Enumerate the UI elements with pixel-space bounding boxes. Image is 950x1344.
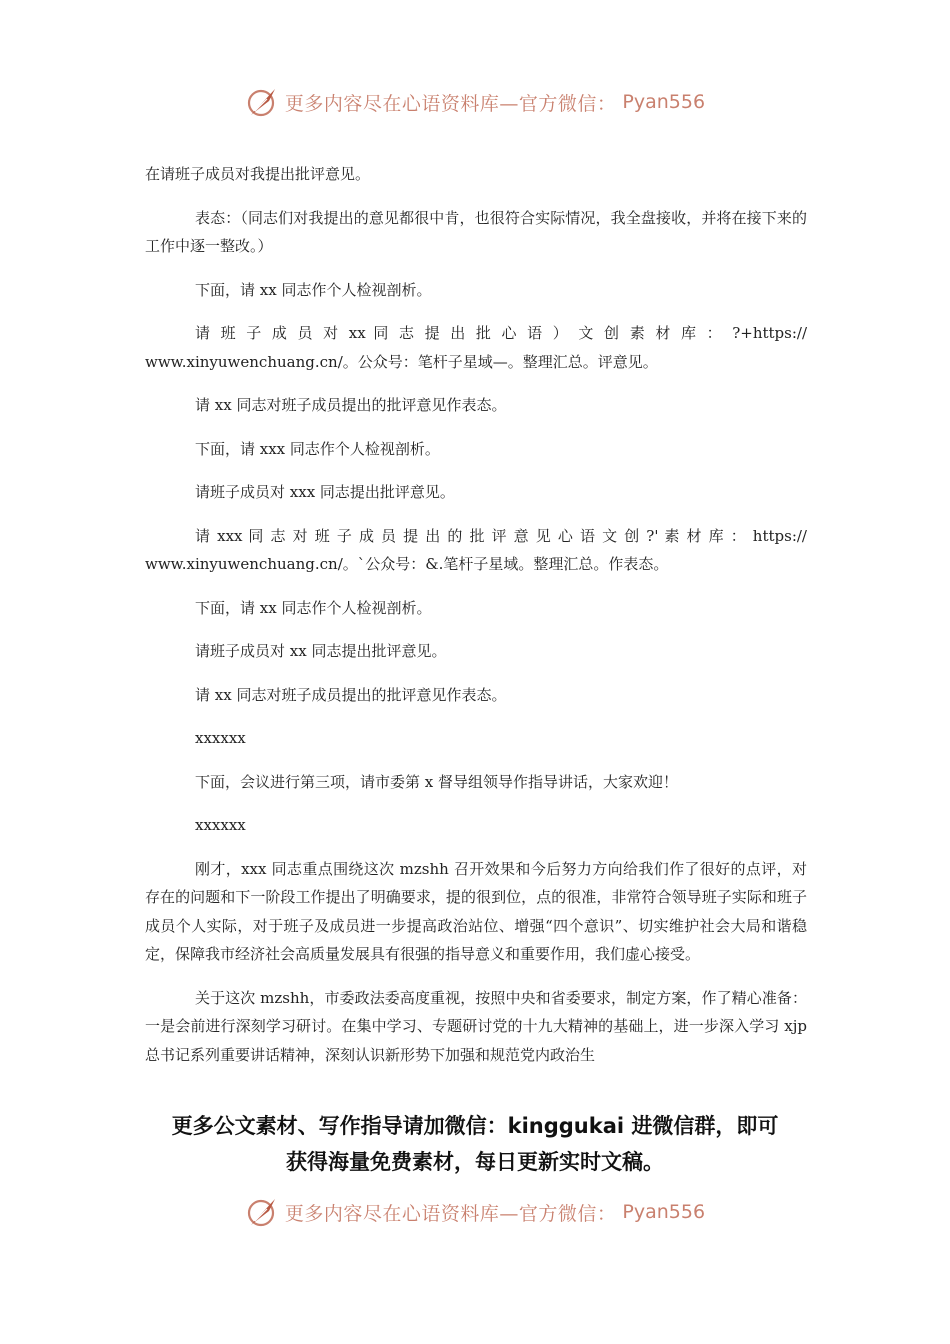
paragraph-11: 请 xx 同志对班子成员提出的批评意见作表态。: [195, 685, 507, 704]
footer-banner-inner: [245, 1195, 705, 1229]
paragraph-14: xxxxxx: [195, 816, 246, 834]
promo-line-1: 更多公文素材、写作指导请加微信：kinggukai 进微信群，即可: [171, 1114, 779, 1138]
quill-logo-icon: [245, 1195, 279, 1229]
paragraph-15: 刚才，xxx 同志重点围绕这次 mzshh 召开效果和今后努力方向给我们作了很好的点评，对存在的问题和下一阶段工作提出了明确要求，提的很到位，点的很准，非常符合领导班子实际和班子成员个人实际，对于班子及成员进一步提高政治站位、增强“四个意识”、切实维护社会大局和谐稳定，保障我市经济社会高质量发展具有很强的指导意义和重要作用，我们虚心接受。: [145, 859, 807, 963]
paragraph-3: 下面，请 xx 同志作个人检视剖析。: [195, 280, 432, 299]
document-body: [145, 160, 807, 1084]
paragraph-9: 下面，请 xx 同志作个人检视剖析。: [195, 598, 432, 617]
quill-logo-icon: [245, 85, 279, 119]
footer-banner: [0, 1192, 950, 1232]
header-banner: [0, 82, 950, 122]
paragraph-10: 请班子成员对 xx 同志提出批评意见。: [195, 642, 447, 660]
paragraph-16: 关于这次 mzshh，市委政法委高度重视，按照中央和省委要求，制定方案，作了精心准备：一是会前进行深刻学习研讨。在集中学习、专题研讨党的十九大精神的基础上，进一步深入学习 xjp 总书记系列重要讲话精神，深刻认识新形势下加强和规范党内政治生: [145, 988, 807, 1064]
paragraph-4-line-2: www.xinyuwenchuang.cn/。公众号：笔杆子星域—。整理汇总。评意见。: [145, 352, 658, 371]
paragraph-5: 请 xx 同志对班子成员提出的批评意见作表态。: [195, 396, 507, 414]
paragraph-2: 表态：（同志们对我提出的意见都很中肯，也很符合实际情况，我全盘接收，并将在接下来的工作中逐一整改。）: [145, 208, 807, 255]
paragraph-8-line-2: www.xinyuwenchuang.cn/。`公众号：&.笔杆子星域。整理汇总。作表态。: [145, 555, 669, 573]
paragraph-1: 在请班子成员对我提出批评意见。: [145, 165, 371, 183]
paragraph-12: xxxxxx: [195, 729, 246, 747]
footer-banner-id: Pyan556: [622, 1201, 706, 1223]
header-banner-text: 更多内容尽在心语资料库—官方微信：: [284, 92, 617, 115]
header-banner-inner: [245, 85, 705, 119]
paragraph-13: 下面，会议进行第三项，请市委第 x 督导组领导作指导讲话，大家欢迎！: [195, 772, 678, 791]
promo-line-2: 获得海量免费素材，每日更新实时文稿。: [286, 1150, 664, 1174]
paragraph-8-line-1: 请 xxx 同 志 对 班 子 成 员 提 出 的 批 评 意 见 心 语 文 创 ?' 素 材 库 ： https://: [195, 526, 807, 545]
header-banner-id: Pyan556: [622, 91, 706, 113]
footer-banner-text: 更多内容尽在心语资料库—官方微信：: [284, 1202, 617, 1225]
paragraph-7: 请班子成员对 xxx 同志提出批评意见。: [195, 483, 455, 501]
paragraph-6: 下面，请 xxx 同志作个人检视剖析。: [195, 439, 440, 458]
paragraph-4-line-1: 请 班 子 成 员 对 xx 同 志 提 出 批 心 语 ） 文 创 素 材 库 ： ?+https://: [195, 324, 807, 342]
promo-block: [0, 1108, 950, 1180]
